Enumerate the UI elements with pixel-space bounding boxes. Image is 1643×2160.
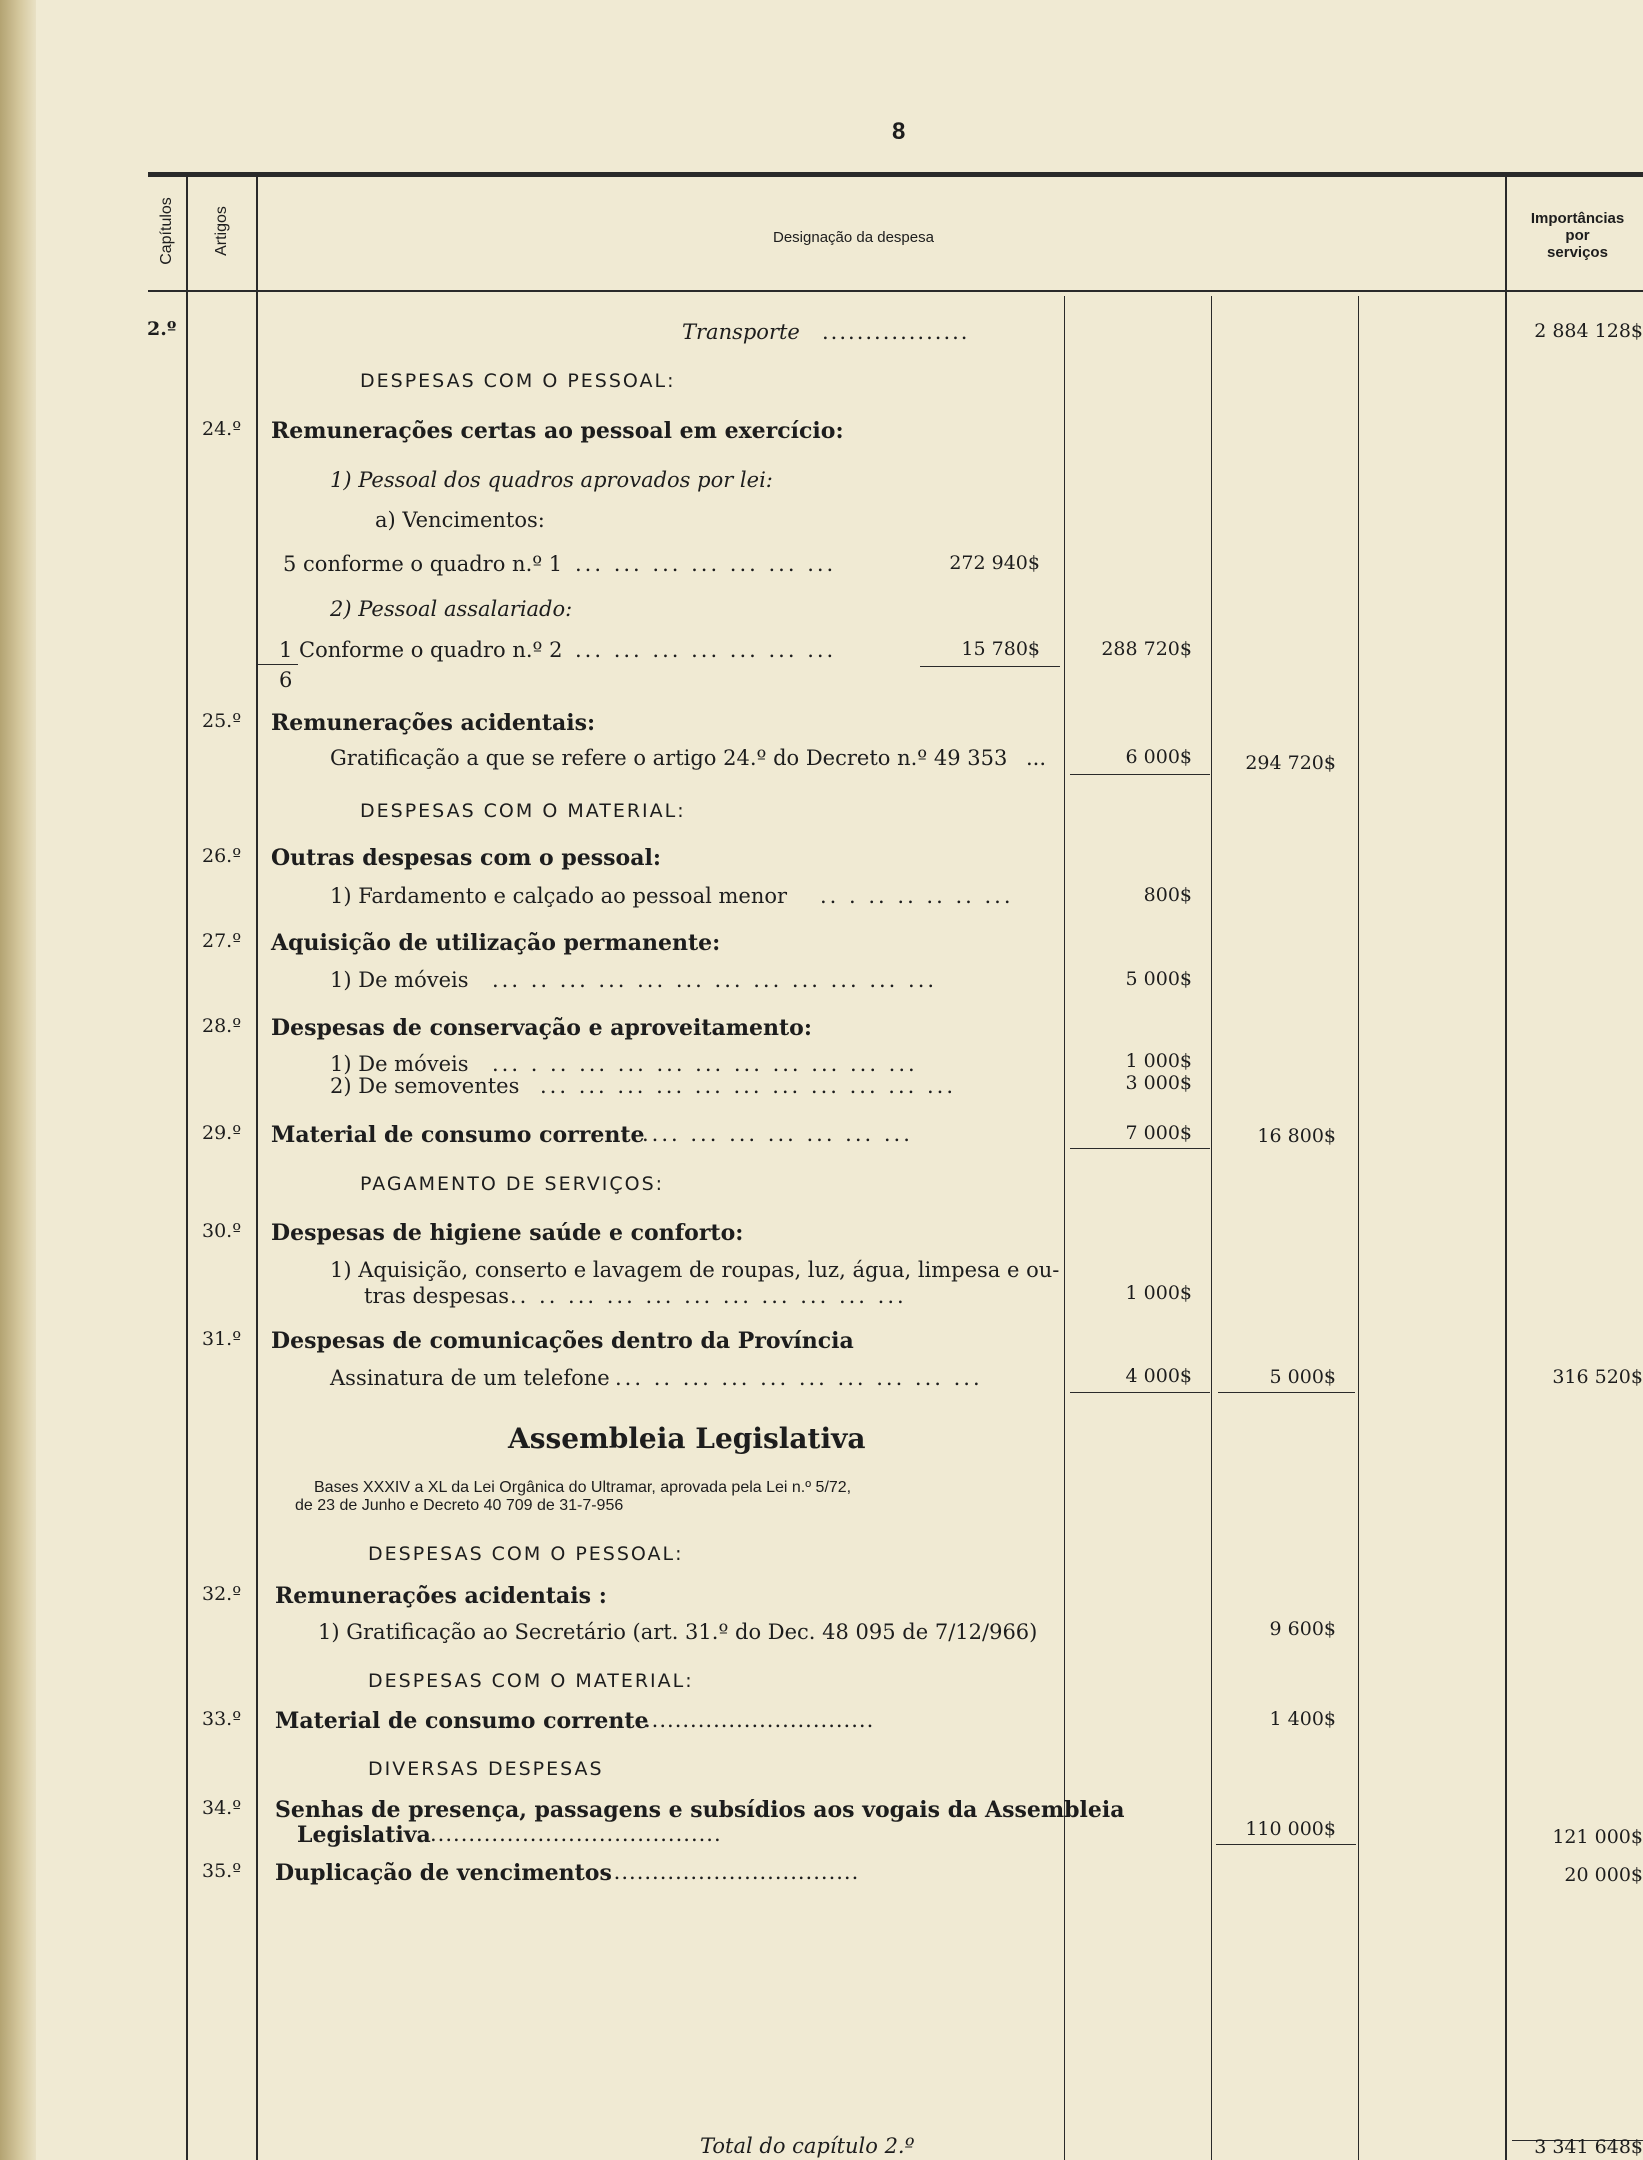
article-24-subtotal: 288 720$ xyxy=(1101,638,1192,660)
transporte-value: 2 884 128$ xyxy=(1534,320,1643,342)
article-25-number: 25.º xyxy=(202,710,242,732)
article-30-line2: tras despesas xyxy=(364,1284,510,1308)
header-importancias-3: serviços xyxy=(1547,244,1608,261)
article-35-dots: ................................. xyxy=(606,1860,860,1884)
article-24-sub1: 1) Pessoal dos quadros aprovados por lei: xyxy=(330,468,773,492)
article-28-line1: 1) De móveis xyxy=(330,1052,469,1076)
article-33-value: 1 400$ xyxy=(1269,1708,1336,1730)
col-rule-amount3 xyxy=(1358,296,1359,2160)
article-30-line1: 1) Aquisição, conserto e lavagem de roupas, luz, água, limpesa e ou- xyxy=(330,1258,1060,1282)
article-35-title: Duplicação de vencimentos xyxy=(275,1860,612,1886)
article-25-line-dots: ... xyxy=(1026,746,1047,770)
article-24-title: Remunerações certas ao pessoal em exercício: xyxy=(271,418,844,444)
article-28-value1: 1 000$ xyxy=(1125,1050,1192,1072)
section-pessoal-2: DESPESAS COM O PESSOAL: xyxy=(368,1543,684,1565)
section-servicos: PAGAMENTO DE SERVIÇOS: xyxy=(360,1173,665,1195)
article-29-title: Material de consumo corrente xyxy=(271,1122,645,1148)
header-designacao: Designação da despesa xyxy=(773,229,934,246)
article-26-number: 26.º xyxy=(202,845,242,867)
article-31-line: Assinatura de um telefone xyxy=(330,1366,610,1390)
transporte-dots: ................. xyxy=(822,320,970,344)
article-34-title-line2: Legislativa xyxy=(297,1822,431,1848)
header-top-rule xyxy=(148,172,1643,177)
article-31-total: 316 520$ xyxy=(1552,1366,1643,1388)
article-34-dots: ...................................... xyxy=(430,1822,722,1846)
article-25-value: 6 000$ xyxy=(1125,746,1192,768)
article-28-line1-dots: ... . .. ... ... ... ... ... ... ... ... ... xyxy=(492,1052,918,1076)
article-29-subtotal: 16 800$ xyxy=(1257,1125,1336,1147)
header-artigos: Artigos xyxy=(213,206,230,256)
assembleia-bases-line1: Bases XXXIV a XL da Lei Orgânica do Ultramar, aprovada pela Lei n.º 5/72, xyxy=(314,1479,852,1496)
assembleia-heading: Assembleia Legislativa xyxy=(508,1422,866,1455)
article-32-value: 9 600$ xyxy=(1269,1618,1336,1640)
article-28-value2: 3 000$ xyxy=(1125,1072,1192,1094)
article-33-dots: .............................. xyxy=(644,1708,875,1732)
article-29-dots: .... ... ... ... ... ... ... xyxy=(642,1122,913,1146)
article-30-value: 1 000$ xyxy=(1125,1282,1192,1304)
article-31-line-dots: ... .. ... ... ... ... ... ... ... ... xyxy=(615,1366,983,1390)
article-27-number: 27.º xyxy=(202,930,242,952)
article-30-line2-dots: .. .. ... ... ... ... ... ... ... ... ... xyxy=(510,1284,907,1308)
article-31-title: Despesas de comunicações dentro da Província xyxy=(271,1328,854,1354)
header-importancias-1: Importâncias xyxy=(1530,210,1625,227)
article-29-rule xyxy=(1070,1148,1210,1149)
article-31-value: 4 000$ xyxy=(1125,1365,1192,1387)
transporte-label: Transporte xyxy=(682,320,800,344)
article-27-value: 5 000$ xyxy=(1125,968,1192,990)
article-26-line-dots: .. . .. .. .. .. ... xyxy=(820,884,1014,908)
article-24-count: 6 xyxy=(279,668,293,692)
article-26-title: Outras despesas com o pessoal: xyxy=(271,845,661,871)
article-31-number: 31.º xyxy=(202,1328,242,1350)
article-24-line2: 1 Conforme o quadro n.º 2 xyxy=(279,638,563,662)
article-32-line: 1) Gratificação ao Secretário (art. 31.º do Dec. 48 095 de 7/12/966) xyxy=(318,1620,1038,1644)
article-26-line: 1) Fardamento e calçado ao pessoal menor xyxy=(330,884,788,908)
article-29-number: 29.º xyxy=(202,1122,242,1144)
col-rule-artigos xyxy=(256,177,258,2160)
article-34-rule xyxy=(1216,1844,1356,1845)
col-rule-amount1 xyxy=(1064,296,1065,2160)
page-binding-edge xyxy=(0,0,36,2160)
article-24-line1-value: 272 940$ xyxy=(949,552,1040,574)
article-24-line2-dots: ... ... ... ... ... ... ... xyxy=(575,638,837,662)
article-34-value: 110 000$ xyxy=(1245,1818,1336,1840)
article-27-title: Aquisição de utilização permanente: xyxy=(271,930,721,956)
article-24-number: 24.º xyxy=(202,418,242,440)
article-29-value: 7 000$ xyxy=(1125,1122,1192,1144)
section-pessoal: DESPESAS COM O PESSOAL: xyxy=(360,370,676,392)
col-rule-capitulos xyxy=(186,177,188,2160)
article-35-total: 20 000$ xyxy=(1564,1864,1643,1886)
article-31-subtotal: 5 000$ xyxy=(1269,1366,1336,1388)
header-capitulos: Capítulos xyxy=(158,197,175,265)
article-24-line1-dots: ... ... ... ... ... ... ... xyxy=(575,552,837,576)
section-diversas: DIVERSAS DESPESAS xyxy=(368,1758,604,1780)
footer-total-label: Total do capítulo 2.º xyxy=(700,2134,915,2158)
chapter-number: 2.º xyxy=(147,318,177,340)
article-33-title: Material de consumo corrente xyxy=(275,1708,649,1734)
article-26-value: 800$ xyxy=(1143,884,1192,906)
article-31-rule xyxy=(1070,1392,1210,1393)
article-24-line1: 5 conforme o quadro n.º 1 xyxy=(283,552,563,576)
article-35-number: 35.º xyxy=(202,1860,242,1882)
col-rule-importancias xyxy=(1505,177,1507,2160)
article-24-line2-value: 15 780$ xyxy=(961,638,1040,660)
article-24-count-rule xyxy=(258,664,298,665)
page-number: 8 xyxy=(892,118,906,145)
article-34-number: 34.º xyxy=(202,1797,242,1819)
assembleia-bases-line2: de 23 de Junho e Decreto 40 709 de 31-7-956 xyxy=(295,1497,624,1514)
section-material: DESPESAS COM O MATERIAL: xyxy=(360,800,686,822)
header-importancias-2: por xyxy=(1565,227,1590,244)
article-32-number: 32.º xyxy=(202,1583,242,1605)
article-32-title: Remunerações acidentais : xyxy=(275,1583,607,1609)
article-30-number: 30.º xyxy=(202,1220,242,1242)
article-24-sub1a: a) Vencimentos: xyxy=(375,508,545,532)
footer-total-value: 3 341 648$ xyxy=(1534,2136,1643,2158)
article-25-line: Gratificação a que se refere o artigo 24.º do Decreto n.º 49 353 xyxy=(330,746,1008,770)
article-25-subtotal: 294 720$ xyxy=(1245,752,1336,774)
article-28-line2-dots: ... ... ... ... ... ... ... ... ... ... ... xyxy=(540,1074,957,1098)
section-material-2: DESPESAS COM O MATERIAL: xyxy=(368,1670,694,1692)
article-27-line: 1) De móveis xyxy=(330,968,469,992)
article-25-rule xyxy=(1070,774,1210,775)
article-30-title: Despesas de higiene saúde e conforto: xyxy=(271,1220,744,1246)
article-24-line2-rule xyxy=(920,666,1060,667)
article-28-title: Despesas de conservação e aproveitamento: xyxy=(271,1015,812,1041)
article-27-line-dots: ... .. ... ... ... ... ... ... ... ... ... ... xyxy=(492,968,938,992)
article-34-total: 121 000$ xyxy=(1552,1826,1643,1848)
col-rule-amount2 xyxy=(1211,296,1212,2160)
article-24-sub2: 2) Pessoal assalariado: xyxy=(330,597,573,621)
header-importancias xyxy=(1512,210,1643,261)
article-33-number: 33.º xyxy=(202,1708,242,1730)
article-34-title-line1: Senhas de presença, passagens e subsídios aos vogais da Assembleia xyxy=(275,1797,1125,1823)
article-28-line2: 2) De semoventes xyxy=(330,1074,520,1098)
article-25-title: Remunerações acidentais: xyxy=(271,710,596,736)
article-28-number: 28.º xyxy=(202,1015,242,1037)
header-bottom-rule xyxy=(148,290,1643,292)
article-31-subtotal-rule xyxy=(1218,1392,1355,1393)
